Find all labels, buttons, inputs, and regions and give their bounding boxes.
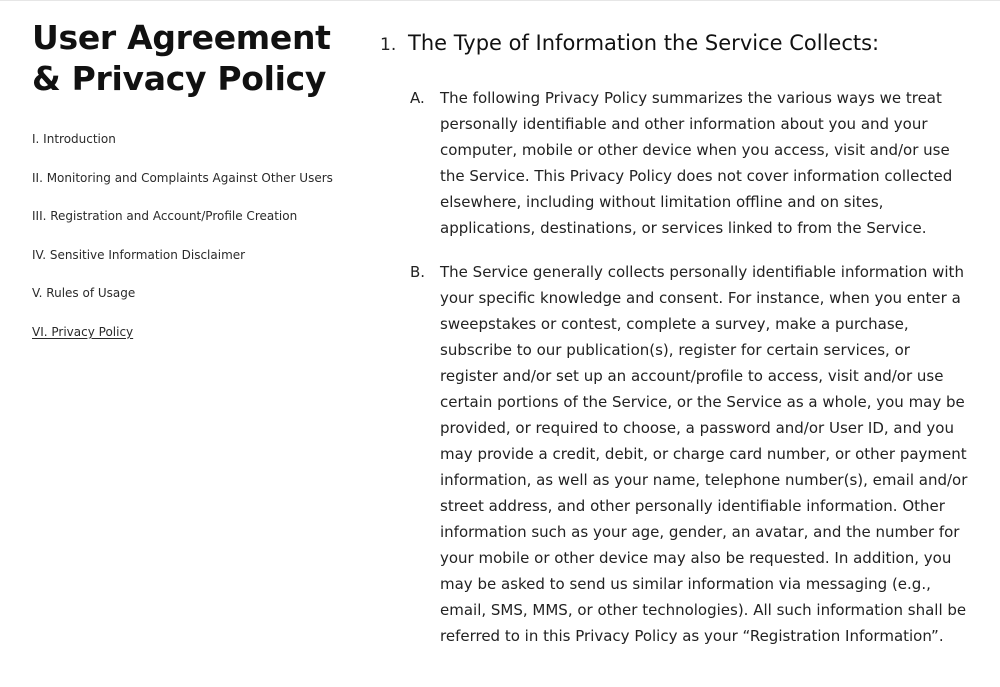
sidebar <box>32 17 352 363</box>
list-item <box>380 259 980 649</box>
item-letter: B. <box>410 263 426 281</box>
sidebar-item-privacy-policy[interactable] <box>32 324 352 363</box>
sidebar-item-rules[interactable] <box>32 285 352 324</box>
sidebar-nav <box>32 131 352 363</box>
main-content <box>380 29 980 667</box>
sidebar-link-sensitive-info[interactable]: IV. Sensitive Information Disclaimer <box>32 247 246 262</box>
item-letter: A. <box>410 89 425 107</box>
sidebar-link-introduction[interactable]: I. Introduction <box>32 132 116 146</box>
sidebar-link-registration[interactable]: III. Registration and Account/Profile Creation <box>32 209 298 224</box>
sidebar-link-privacy-policy[interactable]: VI. Privacy Policy <box>32 324 134 339</box>
sidebar-link-rules[interactable]: V. Rules of Usage <box>32 286 136 301</box>
section-number: 1. <box>380 35 397 55</box>
sidebar-item-sensitive-info[interactable] <box>32 247 352 286</box>
section-heading <box>380 29 980 57</box>
policy-items <box>380 85 980 649</box>
item-text: The Service generally collects personally identifiable information with your specific knowledge and consent. For instance, when you enter a sweepstakes or contest, complete a survey, make a purchase, subscribe to our publication(s), register for certain services, or register and/or set up an account/profile to access, visit and/or use certain portions of the Service, or the Service as a whole, you may be provided, or required to choose, a password and/or User ID, and you may provide a credit, debit, or charge card number, or other payment information, as well as your name, telephone number(s), email and/or street address, and other personally identifiable information. Other information such as your age, gender, an avatar, and the number for your mobile or other device may also be requested. In addition, you may be asked to send us similar information via messaging (e.g., email, SMS, MMS, or other technologies). All such information shall be referred to in this Privacy Policy as your “Registration Information”. <box>440 263 968 645</box>
section-title: The Type of Information the Service Collects: <box>408 31 880 55</box>
sidebar-item-introduction[interactable] <box>32 131 352 170</box>
list-item <box>380 85 980 241</box>
sidebar-link-monitoring[interactable]: II. Monitoring and Complaints Against Other Users <box>32 170 333 185</box>
item-text: The following Privacy Policy summarizes the various ways we treat personally identifiable and other information about you and your computer, mobile or other device when you access, visit and/or use the Service. This Privacy Policy does not cover information collected elsewhere, including without limitation offline and on sites, applications, destinations, or services linked to from the Service. <box>440 89 953 237</box>
page-title: User Agreement & Privacy Policy <box>32 18 331 98</box>
sidebar-item-monitoring[interactable] <box>32 170 352 209</box>
sidebar-item-registration[interactable] <box>32 208 352 247</box>
